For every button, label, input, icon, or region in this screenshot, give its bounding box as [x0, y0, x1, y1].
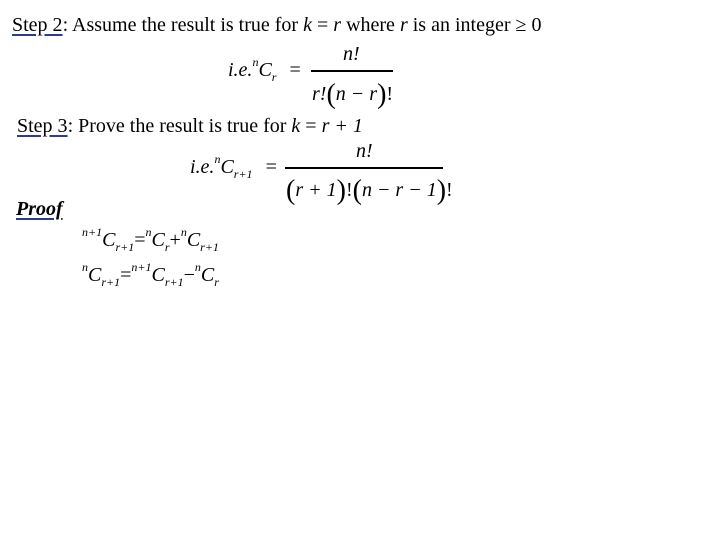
step2-text: Assume the result is true for: [72, 14, 299, 36]
step2-where: where: [346, 14, 395, 36]
formula1-fraction-bar: [311, 70, 393, 72]
step3-text: Prove the result is true for: [78, 115, 287, 137]
formula1-ie: i.e.: [228, 59, 253, 81]
step2-rest: is an integer ≥ 0: [412, 14, 542, 36]
formula1-numerator: n!: [343, 43, 360, 65]
step3-label: Step 3: [17, 115, 68, 137]
formula2-denominator: (r + 1)!(n − r − 1)!: [286, 175, 453, 206]
formula1-n-sup: n: [252, 55, 259, 69]
proof-line-1: $^{n+1}C_{r+1}=^nC_r+^nC_{r+1}$: [82, 225, 219, 254]
step2-r2: r: [399, 14, 408, 36]
formula1-sub: r: [271, 70, 277, 84]
formula2-ie: i.e.: [190, 156, 215, 178]
formula2-sub: r+1: [233, 167, 253, 181]
formula2-C: C: [220, 156, 234, 178]
step3-k: k: [291, 115, 301, 137]
formula2-eq: =: [265, 156, 277, 178]
step3-colon: :: [67, 115, 74, 137]
formula1-lhs: [228, 55, 301, 84]
step3-line: [17, 116, 363, 136]
step2-line: [12, 15, 541, 35]
formula1-eq: =: [289, 59, 301, 81]
proof-line-2: $^nC_{r+1}=^{n+1}C_{r+1}-^nC_r$: [82, 260, 219, 289]
step2-colon: :: [62, 14, 69, 36]
step2-label: Step 2: [12, 14, 63, 36]
proof-label: Proof: [16, 198, 63, 220]
step3-rhs: r + 1: [321, 115, 363, 137]
formula2-lhs: [190, 152, 277, 181]
step2-r: r: [333, 14, 342, 36]
step2-k: k: [303, 14, 312, 36]
formula1-C: C: [258, 59, 272, 81]
formula2-numerator: n!: [356, 140, 373, 162]
step2-eq: =: [317, 14, 329, 36]
formula2-n-sup: n: [214, 152, 221, 166]
step3-eq: =: [305, 115, 317, 137]
formula2-fraction-bar: [285, 167, 443, 169]
formula1-denominator: r!(n − r)!: [312, 79, 394, 110]
